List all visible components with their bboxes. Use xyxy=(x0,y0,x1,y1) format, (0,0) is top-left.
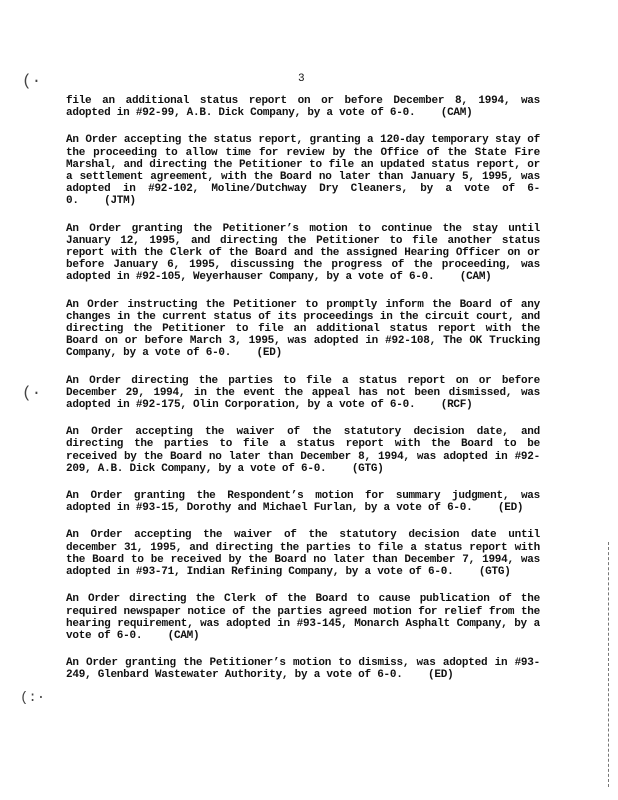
order-paragraph xyxy=(66,223,540,284)
author-initials: (CAM) xyxy=(440,107,473,120)
order-paragraph xyxy=(66,529,540,578)
order-text: An Order accepting the status report, granting a 120-day temporary stay of the proceeding to allow time for review by the Office of the State Fire Marshal, and directing the Petitioner to file an updated status report, or a settlement agreement, with the Board no later than January 5, 1995, was adopted in #92-102, Moline/Dutchway Dry Cleaners, by a vote of 6-0. xyxy=(66,134,540,208)
scan-artifact-mark: (· xyxy=(22,384,42,402)
order-text: An Order accepting the waiver of the statutory decision date until december 31, 1995, and directing the parties to file a status report with the Board to be received by the Board no later than December 7, 1994, was adopted in #93-71, Indian Refining Company, by a vote of 6-0. xyxy=(66,529,540,579)
author-initials: (CAM) xyxy=(459,271,492,284)
scan-artifact-mark: (· xyxy=(22,72,42,90)
order-text: An Order granting the Petitioner’s motion to dismiss, was adopted in #93-249, Glenbard Wastewater Authority, by a vote of 6-0. xyxy=(66,657,540,682)
order-list xyxy=(66,95,540,697)
order-paragraph xyxy=(66,134,540,207)
order-text: An Order granting the Petitioner’s motion to continue the stay until January 12, 1995, and directing the Petitioner to file another status report with the Clerk of the Board and the assigned Hearing Officer on or before January 6, 1995, discussing the progress of the proceeding, was adopted in #92-105, Weyerhauser Company, by a vote of 6-0. xyxy=(66,222,540,284)
scan-artifact-mark: (:· xyxy=(20,690,46,706)
order-paragraph xyxy=(66,593,540,642)
order-text: An Order instructing the Petitioner to promptly inform the Board of any changes in the current status of its proceedings in the circuit court, and directing the Petitioner to file an additional status report with the Board on or before March 3, 1995, was adopted in #92-108, The OK Trucking Company, by a vote of 6-0. xyxy=(66,298,540,360)
order-paragraph xyxy=(66,490,540,514)
author-initials: (ED) xyxy=(256,347,282,360)
author-initials: (CAM) xyxy=(167,629,200,642)
author-initials: (ED) xyxy=(497,502,524,515)
order-paragraph xyxy=(66,657,540,681)
order-paragraph xyxy=(66,375,540,412)
author-initials: (JTM) xyxy=(104,195,136,208)
order-text: An Order accepting the waiver of the statutory decision date, and directing the parties to file a status report with the Board to be received by the Board no later than December 8, 1994, was adopted in #92-209, A.B. Dick Company, by a vote of 6-0. xyxy=(66,426,540,475)
author-initials: (ED) xyxy=(428,669,454,682)
order-text: file an additional status report on or before December 8, 1994, was adopted in #92-99, A.B. Dick Company, by a vote of 6-0. xyxy=(66,95,540,120)
author-initials: (GTG) xyxy=(351,462,384,475)
order-text: An Order directing the Clerk of the Board to cause publication of the required newspaper notice of the parties agreed motion for relief from the hearing requirement, was adopted in #93-145, Monarch Asphalt Company, by a vote of 6-0. xyxy=(66,593,540,642)
order-text: An Order granting the Respondent’s motion for summary judgment, was adopted in #93-15, Dorothy and Michael Furlan, by a vote of 6-0. xyxy=(66,490,540,515)
order-paragraph xyxy=(66,299,540,360)
author-initials: (GTG) xyxy=(478,566,511,579)
order-paragraph xyxy=(66,426,540,475)
order-paragraph xyxy=(66,95,540,119)
order-text: An Order directing the parties to file a status report on or before December 29, 1994, in the event the appeal has not been dismissed, was adopted in #92-175, Olin Corporation, by a vote of 6-0. xyxy=(66,374,540,412)
page-number: 3 xyxy=(298,73,305,85)
scan-edge-line xyxy=(608,542,609,787)
author-initials: (RCF) xyxy=(440,399,473,412)
